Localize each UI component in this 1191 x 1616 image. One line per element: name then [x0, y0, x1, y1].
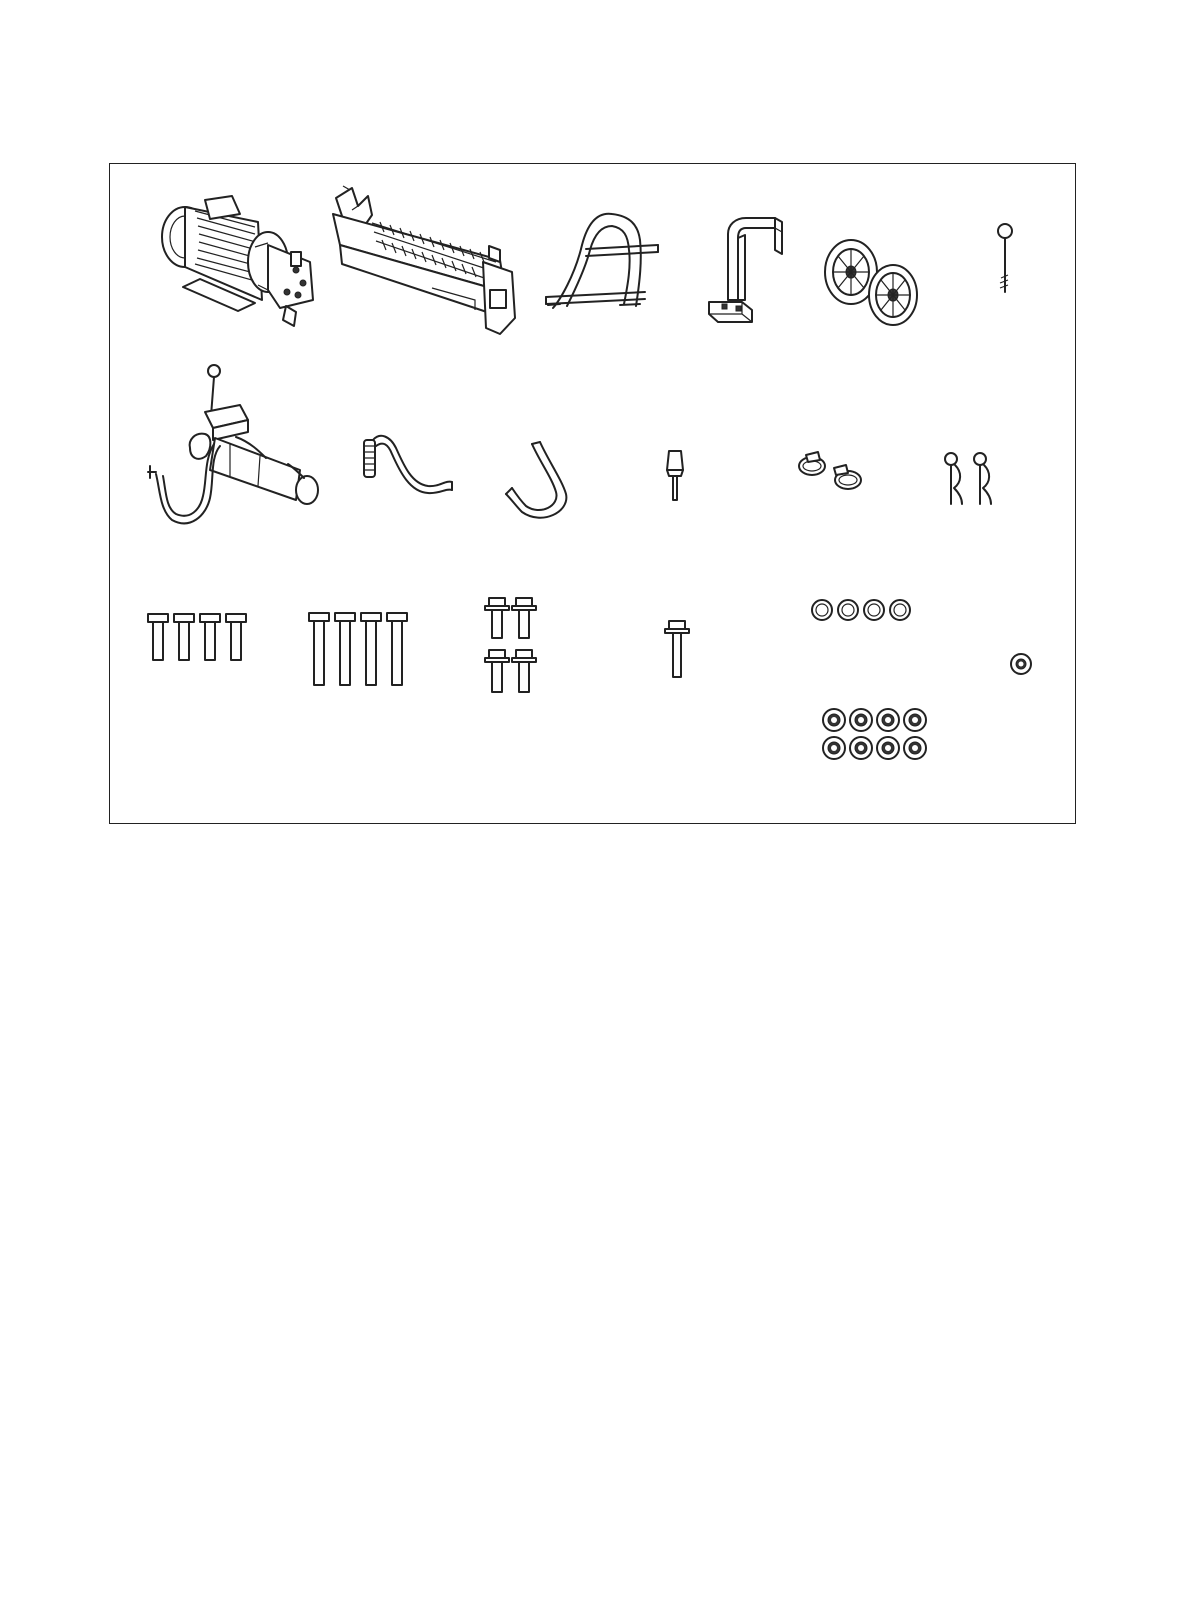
cylinder-icon	[148, 365, 318, 523]
motor-pump-icon	[162, 196, 313, 326]
nut-icon	[1011, 654, 1031, 674]
bolt-icon	[309, 613, 407, 685]
wheel-icon	[825, 240, 917, 325]
bolt-icon	[485, 598, 536, 692]
splitter-beam-icon	[333, 186, 515, 334]
clamp-icon	[799, 452, 861, 489]
hose-icon	[364, 436, 452, 493]
hose-icon	[506, 442, 566, 518]
washer-icon	[812, 600, 910, 620]
r-pin-icon	[945, 453, 991, 504]
bolt-icon	[148, 614, 246, 660]
dipstick-icon	[667, 451, 683, 500]
nut-icon	[823, 709, 926, 759]
support-leg-icon	[709, 218, 782, 322]
knob-handle-icon	[998, 224, 1012, 292]
stand-icon	[546, 214, 658, 308]
bolt-icon	[665, 621, 689, 677]
